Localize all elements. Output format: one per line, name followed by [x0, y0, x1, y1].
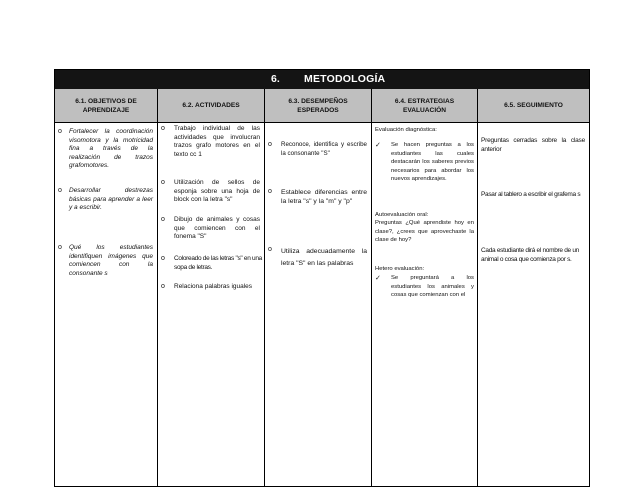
section-title: METODOLOGÍA — [304, 73, 386, 85]
objetivo-1: Fortalecer la coordinación visomotora y la motricidad fina a través de la realización de trazos grafomotores. — [69, 128, 153, 170]
objetivo-3: Qué los estudiantes identifiquen imágenes que comiencen con la consonante s — [69, 244, 153, 277]
header-objetivos — [55, 89, 158, 122]
actividad-1: Trabajo individual de las actividades que involucran trazos grafo motores en el texto cc 1 — [174, 125, 260, 158]
objetivo-2: Desarrollar destrezas básicas para aprender a leer y a escribir. — [69, 187, 153, 212]
bullet-marker: o — [268, 141, 272, 148]
column-actividades — [158, 123, 265, 487]
eval-auto-text: Preguntas ¿Qué aprendiste hoy en clase?, ¿crees que aprovechaste la clase de hoy? — [375, 220, 474, 244]
column-desempenos — [265, 123, 372, 487]
column-objetivos — [55, 123, 158, 487]
section-number: 6. — [271, 73, 280, 85]
bullet-marker: o — [58, 128, 62, 135]
actividad-4: Coloreado de las letras "s" en una sopa de letras. — [174, 255, 263, 271]
bullet-marker: o — [268, 246, 272, 253]
eval-diagnostica-item: Se hacen preguntas a los estudiantes las cuales destacarán los saberes previos necesarios para abordar los nuevos aprendizajes. — [391, 142, 474, 183]
bullet-marker: o — [161, 216, 165, 223]
actividad-2: Utilización de sellos de esponja sobre una hoja de block con la letra "s" — [174, 179, 260, 204]
seguimiento-1: Preguntas cerradas sobre la clase anterior — [481, 137, 585, 153]
seguimiento-3: Cada estudiante dirá el nombre de un animal o cosa que comienza por s. — [481, 247, 579, 263]
header-actividades-label: 6.2. ACTIVIDADES — [182, 102, 240, 109]
desempeno-3: Utiliza adecuadamente la letra "S" en las palabras — [281, 248, 367, 267]
actividad-5: Relaciona palabras iguales — [174, 283, 253, 290]
eval-hetero-title: Hetero evaluación: — [375, 266, 425, 272]
desempeno-2: Establece diferencias entre la letra "s" y la "m" y "p" — [281, 189, 367, 205]
header-actividades — [158, 89, 265, 122]
bullet-marker: o — [161, 255, 165, 262]
header-evaluacion-label: 6.4. ESTRATEGIAS EVALUACIÓN — [394, 97, 455, 114]
bullet-marker: o — [161, 179, 165, 186]
eval-diagnostica-title: Evaluación diagnóstica: — [375, 127, 437, 133]
header-desempenos — [265, 89, 372, 122]
actividad-3: Dibujo de animales y cosas que comiencen con el fonema "S" — [174, 216, 260, 241]
bullet-marker: o — [58, 244, 62, 251]
methodology-table — [54, 69, 590, 487]
header-evaluacion — [372, 89, 478, 122]
seguimiento-2: Pasar al tablero a escribir el grafema s — [481, 191, 581, 198]
bullet-marker: o — [161, 125, 165, 132]
desempeno-1: Reconoce, identifica y escribe la consonante "S" — [281, 141, 367, 157]
bullet-marker: o — [58, 187, 62, 194]
bullet-marker: o — [161, 283, 165, 290]
eval-auto-title: Autoevaluación oral: — [375, 212, 429, 218]
eval-hetero-item: Se preguntará a los estudiantes los animales y cosas que comienzan con el — [391, 275, 474, 299]
section-title-bar — [55, 70, 589, 89]
column-seguimiento — [478, 123, 589, 487]
header-objetivos-label: 6.1. OBJETIVOS DE APRENDIZAJE — [75, 97, 137, 114]
bullet-marker: o — [268, 188, 272, 195]
header-seguimiento-label: 6.5. SEGUIMIENTO — [504, 102, 563, 109]
check-icon: ✓ — [375, 275, 381, 282]
check-icon: ✓ — [375, 142, 381, 149]
header-desempenos-label: 6.3. DESEMPEÑOS ESPERADOS — [288, 97, 348, 114]
column-evaluacion — [372, 123, 478, 487]
header-seguimiento — [478, 89, 589, 122]
